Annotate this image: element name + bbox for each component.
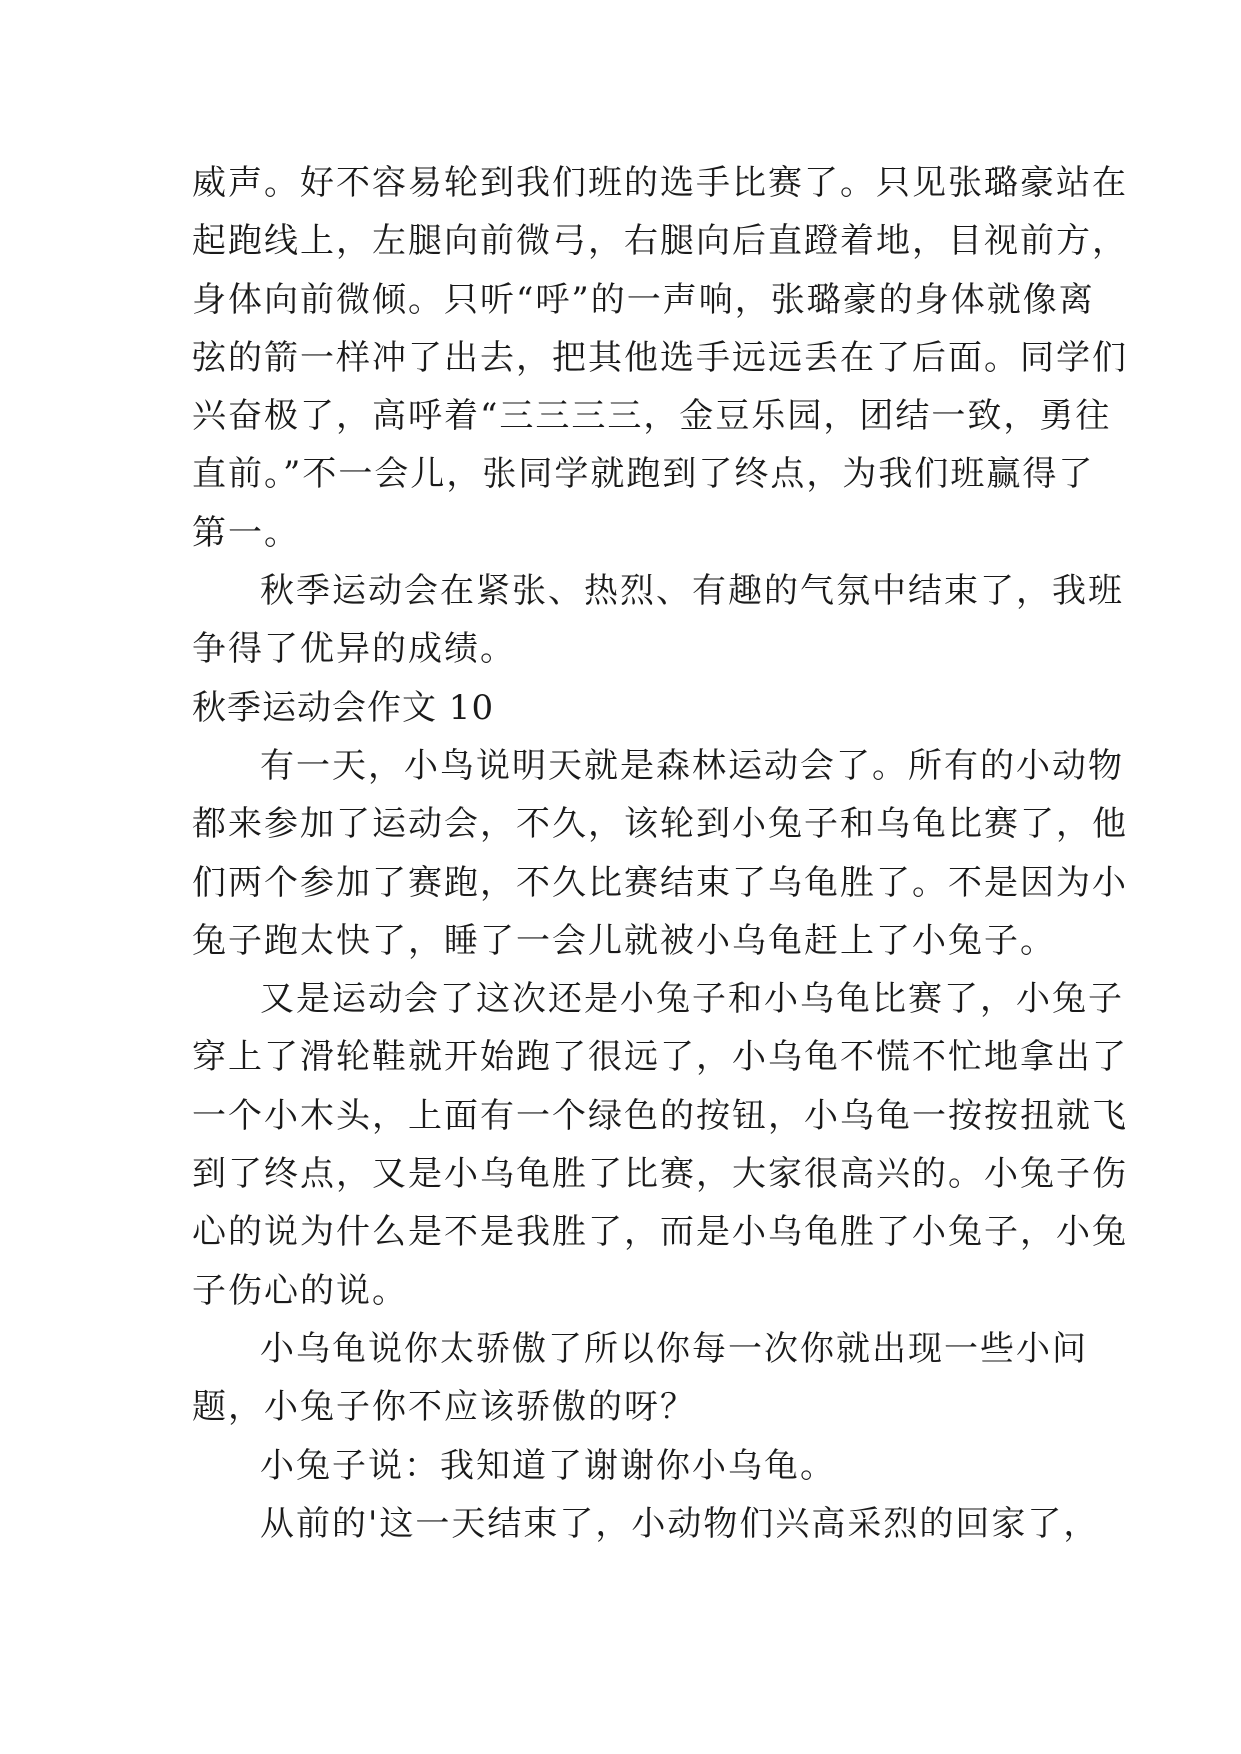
text-line: 子伤心的说。 xyxy=(192,1270,408,1311)
text-line: 起跑线上，左腿向前微弓，右腿向后直蹬着地，目视前方， xyxy=(192,221,1128,262)
text-line: 穿上了滑轮鞋就开始跑了很远了，小乌龟不慌不忙地拿出了 xyxy=(192,1037,1128,1078)
text-line: 心的说为什么是不是我胜了，而是小乌龟胜了小兔子，小兔 xyxy=(192,1212,1128,1253)
text-line: 威声。好不容易轮到我们班的选手比赛了。只见张璐豪站在 xyxy=(192,163,1128,203)
text-line: 都来参加了运动会，不久，该轮到小兔子和乌龟比赛了，他 xyxy=(192,804,1128,845)
text-line: 兔子跑太快了，睡了一会儿就被小乌龟赶上了小兔子。 xyxy=(192,920,1056,961)
text-line: 有一天，小鸟说明天就是森林运动会了。所有的小动物 xyxy=(260,745,1124,786)
text-line: 弦的箭一样冲了出去，把其他选手远远丢在了后面。同学们 xyxy=(192,337,1128,378)
text-line: 争得了优异的成绩。 xyxy=(192,629,516,670)
section-heading: 秋季运动会作文 10 xyxy=(192,687,495,728)
text-line: 一个小木头，上面有一个绿色的按钮，小乌龟一按按扭就飞 xyxy=(192,1095,1128,1136)
text-line: 到了终点，又是小乌龟胜了比赛，大家很高兴的。小兔子伤 xyxy=(192,1154,1128,1195)
text-line: 第一。 xyxy=(192,512,300,553)
text-line: 们两个参加了赛跑，不久比赛结束了乌龟胜了。不是因为小 xyxy=(192,862,1128,903)
text-line: 秋季运动会在紧张、热烈、有趣的气氛中结束了，我班 xyxy=(260,571,1124,612)
text-line: 兴奋极了，高呼着“三三三三，金豆乐园，团结一致，勇往 xyxy=(192,396,1112,437)
text-line: 又是运动会了这次还是小兔子和小乌龟比赛了，小兔子 xyxy=(260,979,1124,1020)
document-body xyxy=(192,154,1128,1553)
text-line: 直前。”不一会儿，张同学就跑到了终点，为我们班赢得了 xyxy=(192,454,1095,495)
text-line: 小兔子说：我知道了谢谢你小乌龟。 xyxy=(260,1445,836,1486)
text-line: 题，小兔子你不应该骄傲的呀？ xyxy=(192,1387,696,1428)
text-line: 从前的'这一天结束了，小动物们兴高采烈的回家了， xyxy=(260,1503,1100,1544)
text-line: 小乌龟说你太骄傲了所以你每一次你就出现一些小问 xyxy=(260,1328,1088,1369)
text-line: 身体向前微倾。只听“呼”的一声响，张璐豪的身体就像离 xyxy=(192,279,1095,320)
